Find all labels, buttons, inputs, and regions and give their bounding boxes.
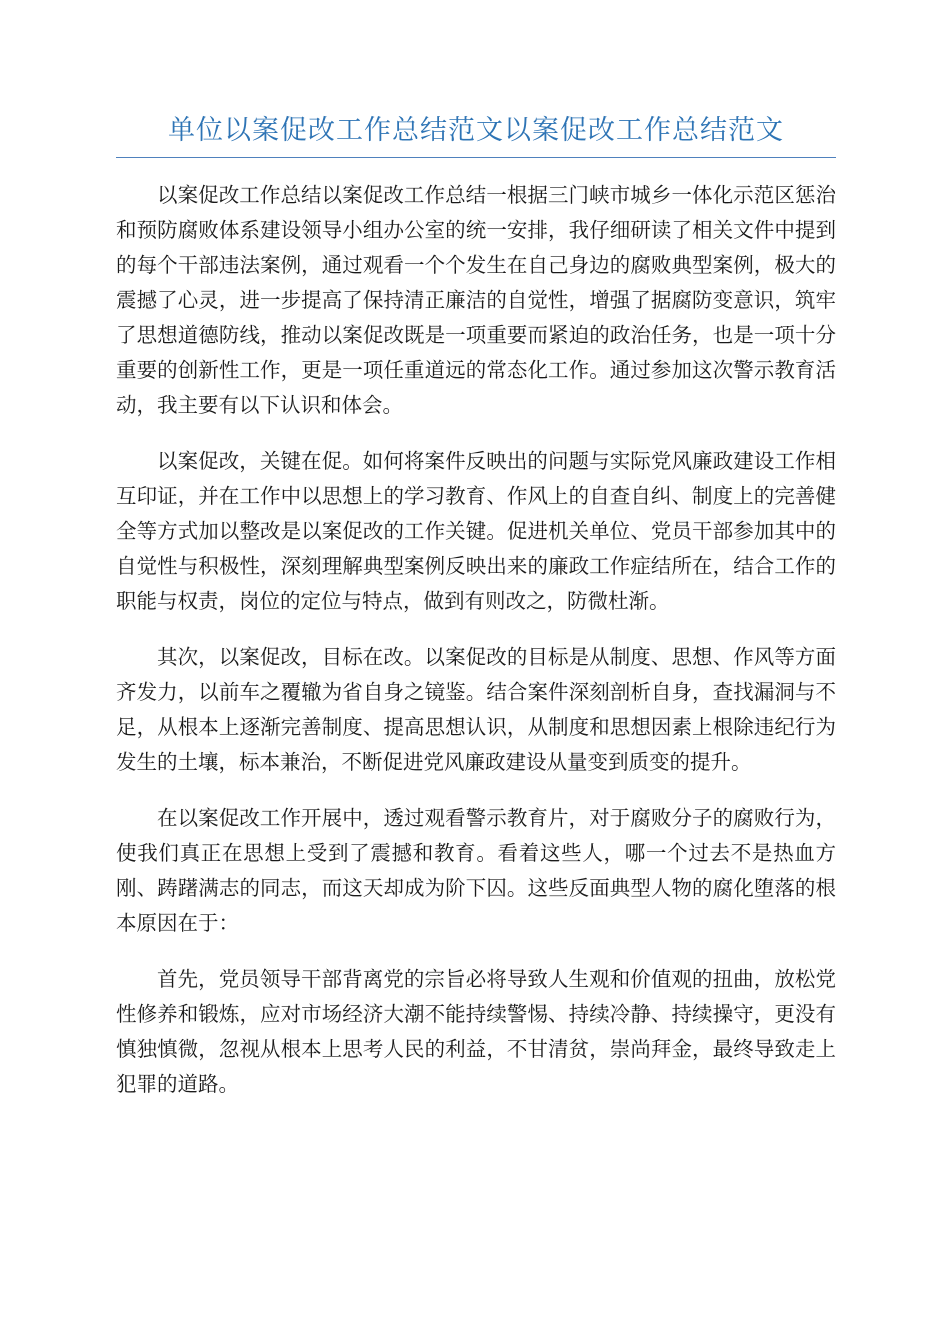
paragraph-4: 在以案促改工作开展中，透过观看警示教育片，对于腐败分子的腐败行为，使我们真正在思想上受到了震撼和教育。看着这些人，哪一个过去不是热血方刚、踌躇满志的同志，而这天却成为阶下囚。这些反面典型人物的腐化堕落的根本原因在于： bbox=[116, 806, 836, 935]
paragraph-3: 其次，以案促改，目标在改。以案促改的目标是从制度、思想、作风等方面齐发力，以前车之覆辙为省自身之镜鉴。结合案件深刻剖析自身，查找漏洞与不足，从根本上逐渐完善制度、提高思想认识，从制度和思想因素上根除违纪行为发生的土壤，标本兼治，不断促进党风廉政建设从量变到质变的提升。 bbox=[116, 645, 836, 774]
document-page bbox=[116, 110, 836, 1123]
document-title: 单位以案促改工作总结范文以案促改工作总结范文 bbox=[116, 110, 836, 158]
document-body bbox=[116, 178, 836, 1102]
paragraph-5: 首先，党员领导干部背离党的宗旨必将导致人生观和价值观的扭曲，放松党性修养和锻炼，应对市场经济大潮不能持续警惕、持续冷静、持续操守，更没有慎独慎微，忽视从根本上思考人民的利益，不甘清贫，崇尚拜金，最终导致走上犯罪的道路。 bbox=[116, 967, 836, 1096]
paragraph-2: 以案促改，关键在促。如何将案件反映出的问题与实际党风廉政建设工作相互印证，并在工作中以思想上的学习教育、作风上的自查自纠、制度上的完善健全等方式加以整改是以案促改的工作关键。促进机关单位、党员干部参加其中的自觉性与积极性，深刻理解典型案例反映出来的廉政工作症结所在，结合工作的职能与权责，岗位的定位与特点，做到有则改之，防微杜渐。 bbox=[116, 449, 836, 613]
paragraph-1: 以案促改工作总结以案促改工作总结一根据三门峡市城乡一体化示范区惩治和预防腐败体系建设领导小组办公室的统一安排，我仔细研读了相关文件中提到的每个干部违法案例，通过观看一个个发生在自己身边的腐败典型案例，极大的震撼了心灵，进一步提高了保持清正廉洁的自觉性，增强了据腐防变意识，筑牢了思想道德防线，推动以案促改既是一项重要而紧迫的政治任务，也是一项十分重要的创新性工作，更是一项任重道远的常态化工作。通过参加这次警示教育活动，我主要有以下认识和体会。 bbox=[116, 183, 836, 417]
